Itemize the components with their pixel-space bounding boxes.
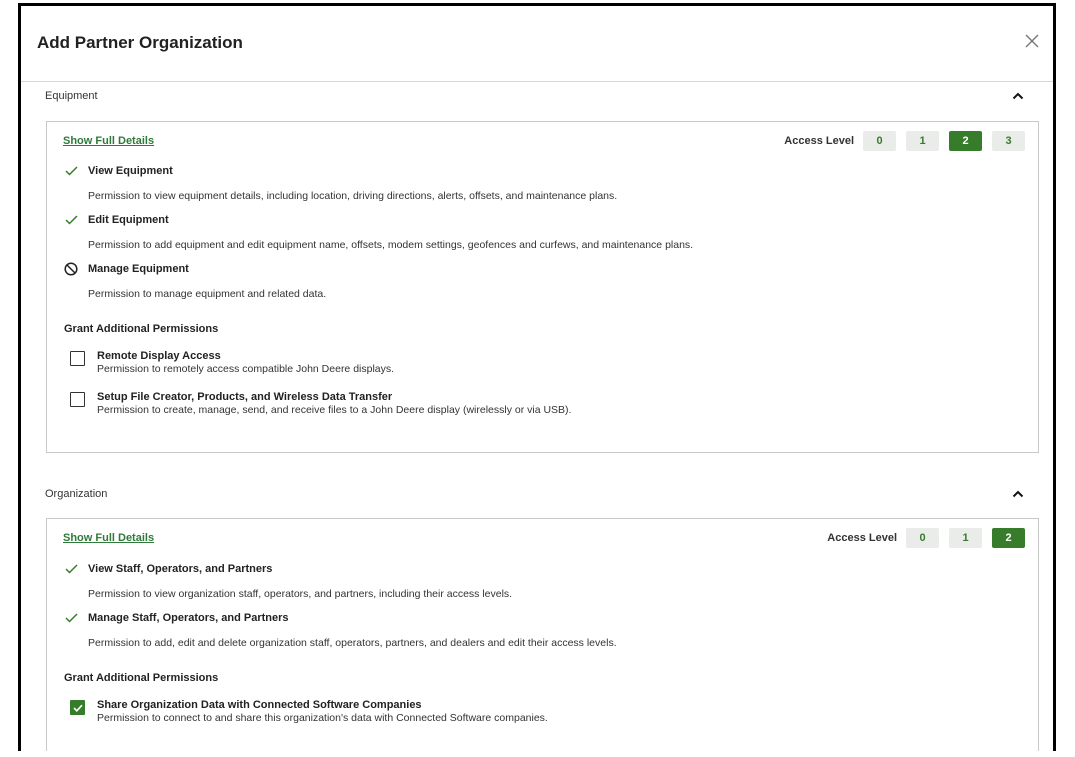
checkmark-icon: [64, 611, 78, 625]
collapse-button[interactable]: [1011, 89, 1025, 103]
additional-permission-title: Remote Display Access: [97, 350, 221, 362]
permission-desc: Permission to add equipment and edit equipment name, offsets, modem settings, geofences and curfews, and maintenance plans.: [88, 239, 694, 251]
modal-title: Add Partner Organization: [37, 33, 243, 52]
additional-permission-desc: Permission to remotely access compatible John Deere displays.: [97, 363, 395, 375]
permission-desc: Permission to add, edit and delete organization staff, operators, partners, and dealers and edit their access levels.: [88, 637, 617, 649]
access-level-label: Access Level: [784, 135, 854, 147]
permission-desc: Permission to view organization staff, operators, and partners, including their access levels.: [88, 588, 513, 600]
permission-name: Manage Staff, Operators, and Partners: [88, 612, 289, 624]
additional-permission-title: Setup File Creator, Products, and Wireless Data Transfer: [97, 391, 393, 403]
chevron-up-icon: [1012, 490, 1024, 498]
access-level-0[interactable]: 0: [863, 131, 896, 151]
permission-item: [64, 213, 169, 227]
access-level-0[interactable]: 0: [906, 528, 939, 548]
additional-permission-item: [70, 350, 394, 376]
section-header-equipment[interactable]: [21, 82, 1053, 118]
permission-name: Manage Equipment: [88, 263, 189, 275]
permission-desc: Permission to view equipment details, including location, driving directions, alerts, offsets, and maintenance plans.: [88, 190, 618, 202]
additional-permission-item: [70, 391, 571, 417]
show-full-details-link[interactable]: Show Full Details: [63, 532, 155, 544]
permission-name: Edit Equipment: [88, 214, 169, 226]
section-label: Organization: [45, 488, 108, 500]
close-button[interactable]: [1019, 28, 1045, 54]
show-full-details-link[interactable]: Show Full Details: [63, 135, 155, 147]
setup-file-creator-checkbox[interactable]: [70, 392, 85, 407]
collapse-button[interactable]: [1011, 487, 1025, 501]
access-level-2[interactable]: 2: [949, 131, 982, 151]
grant-additional-title: Grant Additional Permissions: [64, 323, 219, 335]
additional-permission-item: [70, 699, 548, 725]
checkmark-icon: [73, 704, 83, 712]
access-level-label: Access Level: [827, 532, 897, 544]
access-level-1[interactable]: 1: [906, 131, 939, 151]
permission-item: [64, 164, 173, 178]
grant-additional-title: Grant Additional Permissions: [64, 672, 219, 684]
share-org-data-checkbox[interactable]: [70, 700, 85, 715]
additional-permission-desc: Permission to create, manage, send, and receive files to a John Deere display (wirelessly or via USB).: [97, 404, 572, 416]
permission-item: [64, 562, 272, 576]
permission-name: View Equipment: [88, 165, 173, 177]
equipment-panel: [46, 121, 1039, 453]
add-partner-modal: [18, 3, 1056, 751]
checkmark-icon: [64, 213, 78, 227]
access-level-selector: [827, 528, 1025, 548]
close-icon: [1025, 34, 1039, 48]
organization-panel: [46, 518, 1039, 751]
permission-item: [64, 262, 189, 276]
access-level-1[interactable]: 1: [949, 528, 982, 548]
access-level-selector: [784, 131, 1025, 151]
access-level-2[interactable]: 2: [992, 528, 1025, 548]
section-label: Equipment: [45, 90, 98, 102]
additional-permission-title: Share Organization Data with Connected Software Companies: [97, 699, 422, 711]
prohibited-icon: [64, 262, 78, 276]
remote-display-checkbox[interactable]: [70, 351, 85, 366]
permission-item: [64, 611, 289, 625]
access-level-3[interactable]: 3: [992, 131, 1025, 151]
modal-header: [21, 6, 1053, 82]
permission-desc: Permission to manage equipment and related data.: [88, 288, 327, 300]
checkmark-icon: [64, 562, 78, 576]
checkmark-icon: [64, 164, 78, 178]
section-header-organization[interactable]: [21, 480, 1053, 516]
permission-name: View Staff, Operators, and Partners: [88, 563, 273, 575]
chevron-up-icon: [1012, 92, 1024, 100]
additional-permission-desc: Permission to connect to and share this organization's data with Connected Software companies.: [97, 712, 548, 724]
